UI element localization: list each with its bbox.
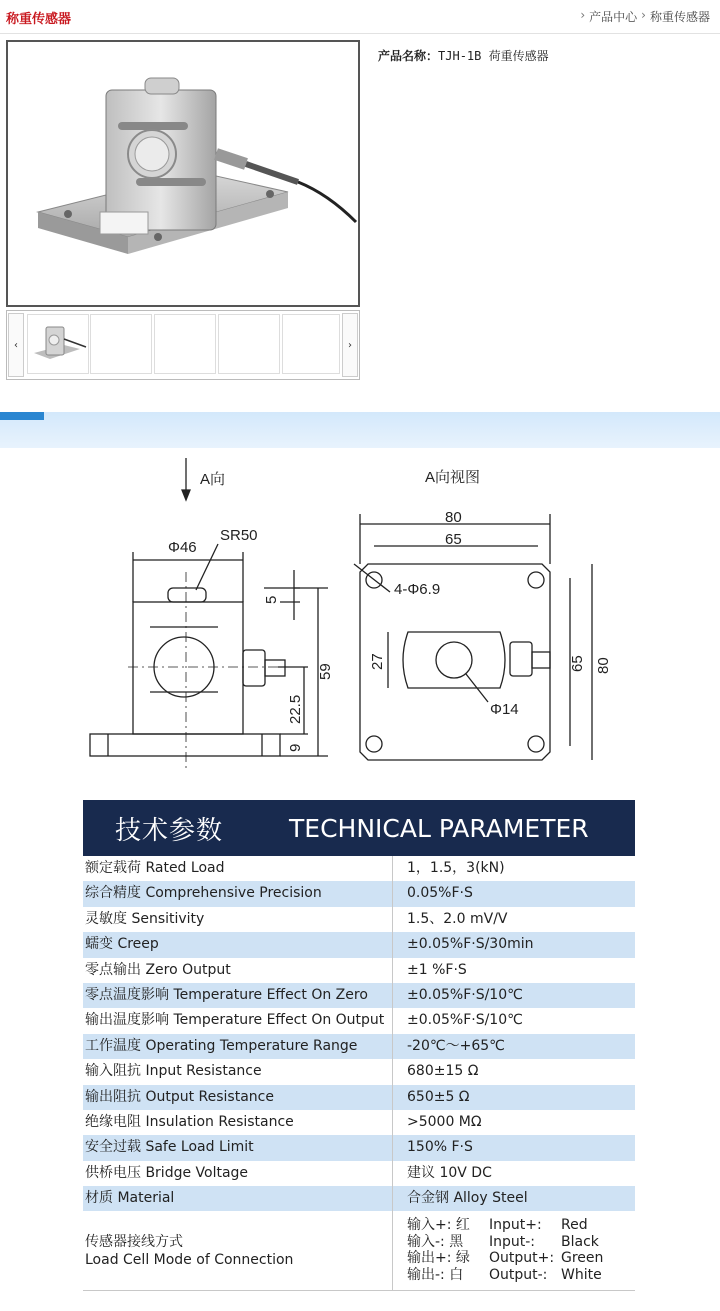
wire-en: Input+: [489,1217,542,1234]
wire-line [407,1250,635,1267]
param-value: 150% F·S [407,1139,473,1156]
table-row [83,1034,635,1059]
param-value: ±0.05%F·S/10℃ [407,1012,523,1029]
wire-cn: 输入+: 红 [407,1217,470,1234]
wire-line [407,1234,635,1251]
table-header [83,800,635,856]
thumbnail-1[interactable] [27,314,89,374]
dim-59: 59 [317,663,334,680]
dim-phi46: Φ46 [168,539,197,556]
dim-27: 27 [369,653,386,670]
param-name: 工作温度 Operating Temperature Range [83,1034,393,1059]
param-value: 建议 10V DC [407,1164,492,1181]
thumbnail-5[interactable] [282,314,340,374]
param-name: 综合精度 Comprehensive Precision [83,881,393,906]
table-title-cn: 技术参数 [115,816,224,846]
breadcrumb [580,8,710,25]
param-name: 材质 Material [83,1186,393,1211]
dimension-drawing [68,452,648,782]
param-value: 680±15 Ω [407,1063,479,1080]
param-value: 合金钢 Alloy Steel [407,1190,528,1207]
dim-width-65: 65 [445,531,462,548]
param-value: >5000 MΩ [407,1113,482,1130]
wire-en: Output+: [489,1250,555,1267]
connection-label-cn: 传感器接线方式 [85,1233,183,1250]
active-tab-indicator[interactable] [0,412,44,420]
dim-22-5: 22.5 [287,694,304,724]
dim-sr50: SR50 [220,527,258,544]
dim-5: 5 [263,595,280,604]
param-name: 额定载荷 Rated Load [83,856,393,881]
param-value: 650±5 Ω [407,1088,470,1105]
param-name: 输入阻抗 Input Resistance [83,1059,393,1084]
section-tab-bar [0,412,720,448]
technical-parameter-table [83,800,635,1291]
table-row [83,856,635,881]
thumbnail-3[interactable] [154,314,216,374]
table-title-en: TECHNICAL PARAMETER [289,814,589,843]
connection-values [393,1211,635,1290]
chevron-right-icon: › [348,339,352,351]
table-row [83,932,635,957]
param-name: 灵敏度 Sensitivity [83,907,393,932]
wire-en: Output-: [489,1266,548,1283]
param-value: -20℃～+65℃ [407,1037,505,1054]
dim-holes: 4-Φ6.9 [394,581,441,598]
product-name [378,47,549,64]
chevron-left-icon: ‹ [14,339,18,351]
connection-label-en: Load Cell Mode of Connection [85,1251,294,1268]
wire-cn: 输入-: 黑 [407,1233,464,1250]
thumbnail-4[interactable] [218,314,280,374]
product-name-value: TJH-1B 荷重传感器 [438,49,549,63]
table-row [83,1161,635,1186]
table-row [83,958,635,983]
table-row [83,1135,635,1160]
wire-cn: 输出+: 绿 [407,1250,470,1267]
connection-label [83,1211,393,1290]
dim-width-80: 80 [445,509,462,526]
dim-height-65: 65 [569,655,586,672]
param-value: ±0.05%F·S/10℃ [407,986,523,1003]
connection-row [83,1211,635,1291]
category-title: 称重传感器 [6,12,72,27]
param-value: 0.05%F·S [407,885,473,902]
wire-color: Black [561,1233,599,1250]
table-row [83,907,635,932]
table-row [83,1008,635,1033]
breadcrumb-link-products[interactable]: 产品中心 [589,10,638,24]
param-name: 安全过载 Safe Load Limit [83,1135,393,1160]
table-row [83,1186,635,1211]
param-name: 蠕变 Creep [83,932,393,957]
label-a-view: A向视图 [425,469,481,486]
wire-color: White [561,1266,602,1283]
wire-cn: 输出-: 白 [407,1266,464,1283]
table-row [83,881,635,906]
product-main-image[interactable] [6,40,360,307]
dim-9: 9 [287,743,304,752]
load-cell-photo [8,42,358,305]
thumbnail-next-button[interactable] [342,313,358,377]
param-value: 1.5、2.0 mV/V [407,910,508,927]
param-name: 绝缘电阻 Insulation Resistance [83,1110,393,1135]
table-row [83,1059,635,1084]
param-name: 零点温度影响 Temperature Effect On Zero [83,983,393,1008]
param-name: 供桥电压 Bridge Voltage [83,1161,393,1186]
technical-drawing [68,452,648,782]
chevron-right-icon: › [641,8,646,22]
param-value: ±0.05%F·S/30min [407,936,534,953]
param-name: 零点输出 Zero Output [83,958,393,983]
param-value: 1，1.5，3(kN) [407,860,505,876]
product-name-label: 产品名称： [378,49,439,63]
thumbnail-prev-button[interactable] [8,313,24,377]
table-row [83,983,635,1008]
chevron-right-icon: › [580,8,586,22]
thumbnail-strip [6,310,360,380]
dim-phi14: Φ14 [490,701,519,718]
breadcrumb-link-category[interactable]: 称重传感器 [649,10,710,24]
param-value: ±1 %F·S [407,961,467,978]
load-cell-thumbnail-image [28,315,88,373]
param-name: 输出阻抗 Output Resistance [83,1085,393,1110]
page-header [0,0,720,34]
thumbnail-2[interactable] [90,314,152,374]
wire-color: Green [561,1250,604,1267]
wire-en: Input-: [489,1233,536,1250]
table-row [83,1085,635,1110]
label-a-direction: A向 [200,471,226,488]
table-row [83,1110,635,1135]
wire-color: Red [561,1217,588,1234]
dim-height-80: 80 [595,657,612,674]
wire-line [407,1267,635,1284]
wire-line [407,1217,635,1234]
param-name: 输出温度影响 Temperature Effect On Output [83,1008,393,1033]
